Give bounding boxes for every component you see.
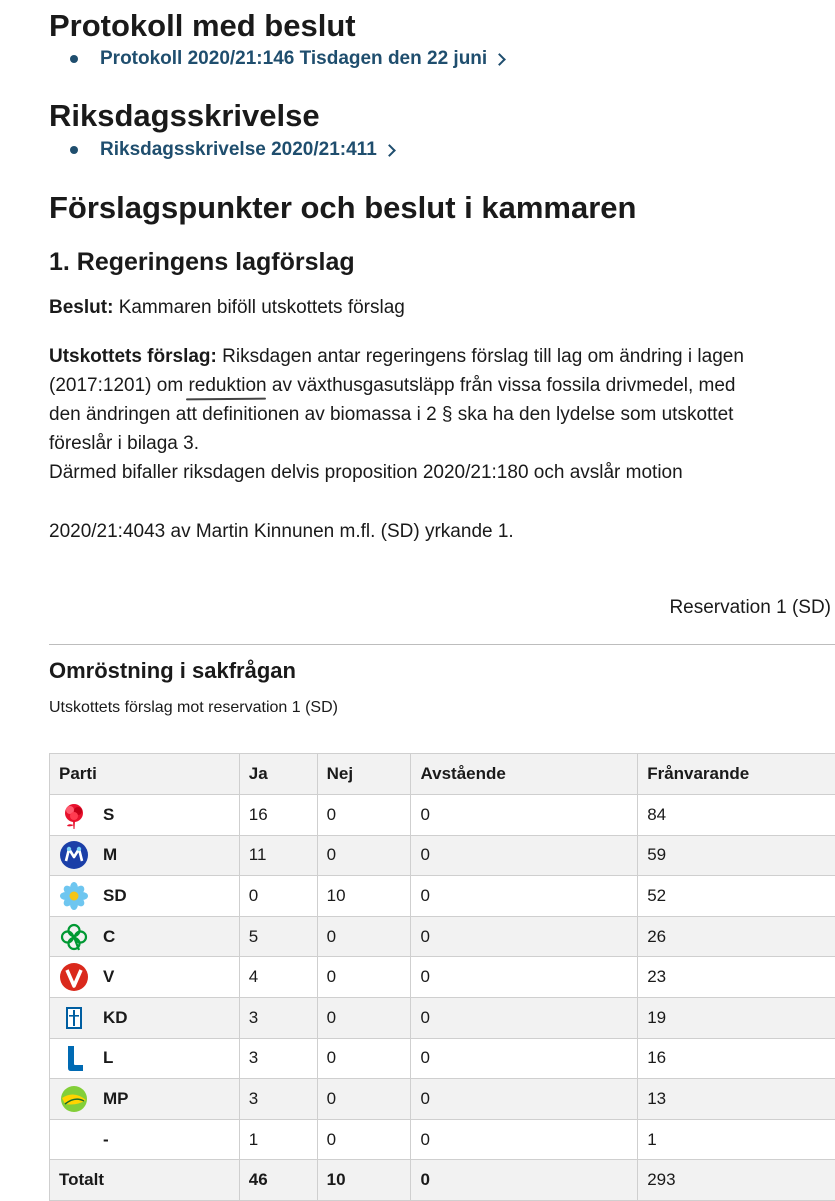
cell-ja: 4 bbox=[239, 957, 317, 998]
c-clover-icon bbox=[59, 922, 89, 952]
mp-leaf-icon bbox=[59, 1084, 89, 1114]
chevron-right-icon bbox=[383, 144, 396, 157]
cell-nej: 0 bbox=[317, 916, 411, 957]
total-row bbox=[50, 1160, 835, 1201]
party-name: C bbox=[103, 927, 115, 947]
cell-ja: 3 bbox=[239, 997, 317, 1038]
cell-fran: 19 bbox=[638, 997, 835, 1038]
protokoll-heading: Protokoll med beslut bbox=[49, 8, 356, 44]
cell-avst: 0 bbox=[411, 876, 638, 917]
cell-ja: 11 bbox=[239, 835, 317, 876]
utskott-line2c: av växthusgasutsläpp från vissa fossila drivmedel, med bbox=[272, 375, 736, 396]
utskott-line2a: (2017:1201) om bbox=[49, 375, 183, 396]
party-name: MP bbox=[103, 1089, 129, 1109]
empty-logo bbox=[59, 1125, 89, 1155]
table-row bbox=[50, 876, 835, 917]
party-cell bbox=[50, 1119, 240, 1160]
utskott-line4: föreslår i bilaga 3. bbox=[49, 433, 199, 454]
total-ja: 46 bbox=[239, 1160, 317, 1201]
table-row bbox=[50, 1119, 835, 1160]
table-row bbox=[50, 1079, 835, 1120]
cell-ja: 1 bbox=[239, 1119, 317, 1160]
cell-avst: 0 bbox=[411, 1119, 638, 1160]
bullet-dot bbox=[70, 55, 78, 63]
col-header-parti: Parti bbox=[50, 754, 240, 795]
skrivelse-link-label[interactable]: Riksdagsskrivelse 2020/21:411 bbox=[100, 139, 377, 161]
party-name: M bbox=[103, 845, 117, 865]
table-header-row bbox=[50, 754, 835, 795]
party-cell bbox=[50, 835, 240, 876]
vote-table bbox=[49, 753, 835, 1201]
utskott-line2-highlight: reduktion bbox=[188, 375, 266, 396]
utskott-line5: Därmed bifaller riksdagen delvis proposition 2020/21:180 och avslår motion bbox=[49, 462, 683, 483]
utskott-line3: den ändringen att definitionen av biomassa i 2 § ska ha den lydelse som utskottet bbox=[49, 404, 733, 425]
cell-avst: 0 bbox=[411, 957, 638, 998]
cell-ja: 5 bbox=[239, 916, 317, 957]
party-cell bbox=[50, 876, 240, 917]
table-row bbox=[50, 835, 835, 876]
vote-subtitle: Utskottets förslag mot reservation 1 (SD) bbox=[49, 699, 338, 717]
beslut-paragraph bbox=[49, 293, 829, 322]
party-name: S bbox=[103, 805, 114, 825]
cell-fran: 84 bbox=[638, 795, 835, 836]
utskott-label: Utskottets förslag: bbox=[49, 346, 217, 367]
cell-nej: 0 bbox=[317, 997, 411, 1038]
party-name: KD bbox=[103, 1008, 128, 1028]
beslut-label: Beslut: bbox=[49, 297, 113, 318]
cell-nej: 0 bbox=[317, 795, 411, 836]
l-logo-icon bbox=[59, 1043, 89, 1073]
cell-avst: 0 bbox=[411, 835, 638, 876]
cell-nej: 0 bbox=[317, 1079, 411, 1120]
col-header-avstaende: Avstående bbox=[411, 754, 638, 795]
cell-avst: 0 bbox=[411, 916, 638, 957]
party-cell bbox=[50, 795, 240, 836]
col-header-ja: Ja bbox=[239, 754, 317, 795]
sd-flower-icon bbox=[59, 881, 89, 911]
party-cell bbox=[50, 916, 240, 957]
skrivelse-link[interactable] bbox=[70, 139, 394, 161]
cell-avst: 0 bbox=[411, 1079, 638, 1120]
motion-text: 2020/21:4043 av Martin Kinnunen m.fl. (SD) yrkande 1. bbox=[49, 517, 829, 546]
table-row bbox=[50, 795, 835, 836]
cell-fran: 59 bbox=[638, 835, 835, 876]
total-avst: 0 bbox=[411, 1160, 638, 1201]
cell-avst: 0 bbox=[411, 997, 638, 1038]
party-name: L bbox=[103, 1048, 113, 1068]
cell-ja: 16 bbox=[239, 795, 317, 836]
total-label: Totalt bbox=[50, 1160, 240, 1201]
cell-fran: 16 bbox=[638, 1038, 835, 1079]
beslut-text: Kammaren biföll utskottets förslag bbox=[119, 297, 405, 318]
vote-title: Omröstning i sakfrågan bbox=[49, 658, 296, 684]
cell-nej: 0 bbox=[317, 1038, 411, 1079]
party-name: V bbox=[103, 967, 114, 987]
table-row bbox=[50, 997, 835, 1038]
party-cell bbox=[50, 1079, 240, 1120]
chevron-right-icon bbox=[493, 53, 506, 66]
party-cell bbox=[50, 1038, 240, 1079]
cell-fran: 26 bbox=[638, 916, 835, 957]
cell-nej: 0 bbox=[317, 835, 411, 876]
cell-ja: 3 bbox=[239, 1079, 317, 1120]
cell-nej: 0 bbox=[317, 957, 411, 998]
party-name: SD bbox=[103, 886, 127, 906]
cell-nej: 0 bbox=[317, 1119, 411, 1160]
divider bbox=[49, 644, 835, 645]
table-row bbox=[50, 1038, 835, 1079]
party-cell bbox=[50, 957, 240, 998]
skrivelse-heading: Riksdagsskrivelse bbox=[49, 98, 320, 134]
cell-ja: 0 bbox=[239, 876, 317, 917]
table-row bbox=[50, 957, 835, 998]
kd-logo-icon bbox=[59, 1003, 89, 1033]
cell-fran: 23 bbox=[638, 957, 835, 998]
cell-avst: 0 bbox=[411, 1038, 638, 1079]
forslag-heading: Förslagspunkter och beslut i kammaren bbox=[49, 190, 636, 226]
m-logo-icon bbox=[59, 840, 89, 870]
cell-avst: 0 bbox=[411, 795, 638, 836]
col-header-franvarande: Frånvarande bbox=[638, 754, 835, 795]
cell-fran: 52 bbox=[638, 876, 835, 917]
party-name: - bbox=[103, 1130, 109, 1150]
total-nej: 10 bbox=[317, 1160, 411, 1201]
protokoll-link-label[interactable]: Protokoll 2020/21:146 Tisdagen den 22 juni bbox=[100, 48, 487, 70]
col-header-nej: Nej bbox=[317, 754, 411, 795]
protokoll-link[interactable] bbox=[70, 48, 504, 70]
cell-fran: 13 bbox=[638, 1079, 835, 1120]
party-cell bbox=[50, 997, 240, 1038]
utskott-line1: Riksdagen antar regeringens förslag till lag om ändring i lagen bbox=[222, 346, 744, 367]
v-logo-icon bbox=[59, 962, 89, 992]
cell-ja: 3 bbox=[239, 1038, 317, 1079]
table-row bbox=[50, 916, 835, 957]
forslag-subheading: 1. Regeringens lagförslag bbox=[49, 248, 355, 277]
s-rose-icon bbox=[59, 800, 89, 830]
utskott-paragraph bbox=[49, 342, 829, 487]
bullet-dot bbox=[70, 146, 78, 154]
reservation-label[interactable]: Reservation 1 (SD) bbox=[669, 597, 831, 619]
cell-fran: 1 bbox=[638, 1119, 835, 1160]
total-fran: 293 bbox=[638, 1160, 835, 1201]
cell-nej: 10 bbox=[317, 876, 411, 917]
